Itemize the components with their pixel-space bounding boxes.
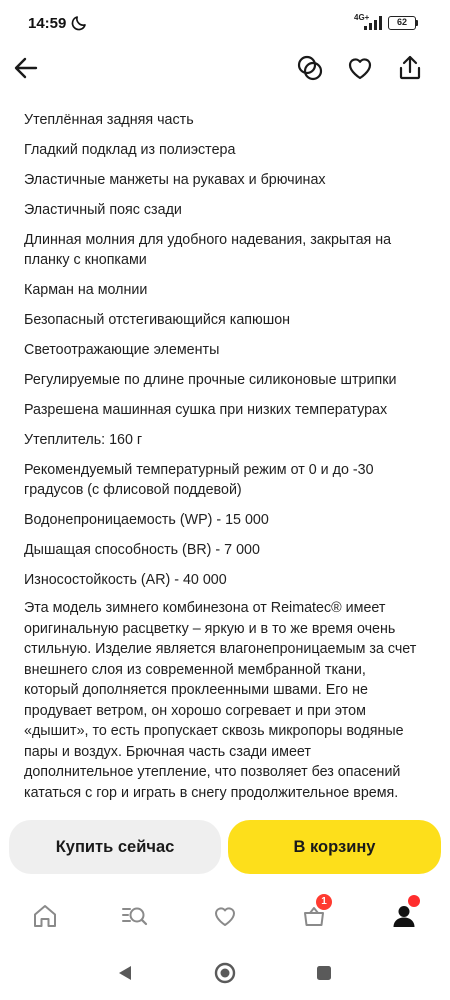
feature-item: Дышащая способность (BR) - 7 000 (24, 542, 260, 558)
triangle-back-icon (116, 964, 134, 982)
system-home-button[interactable] (214, 962, 236, 984)
feature-item: Утеплённая задняя часть (24, 112, 194, 128)
status-time: 14:59 (28, 15, 67, 32)
share-button[interactable] (394, 52, 426, 84)
bottom-navigation (0, 886, 450, 946)
top-app-bar (0, 48, 450, 92)
feature-item: Износостойкость (AR) - 40 000 (24, 572, 227, 588)
nav-favorites[interactable] (207, 898, 243, 934)
system-recents-button[interactable] (313, 962, 335, 984)
battery-icon: 62 (388, 16, 416, 30)
home-icon (31, 902, 59, 930)
product-description[interactable] (24, 110, 424, 812)
feature-item: Водонепроницаемость (WP) - 15 000 (24, 512, 269, 528)
buy-now-button[interactable]: Купить сейчас (9, 820, 221, 874)
nav-catalog[interactable] (116, 898, 152, 934)
nav-home[interactable] (27, 898, 63, 934)
back-arrow-icon (12, 54, 40, 82)
feature-item: Длинная молния для удобного надевания, закрытая на планку с кнопками (24, 232, 392, 268)
battery-tip (416, 20, 418, 26)
feature-list (24, 110, 424, 590)
feature-item: Карман на молнии (24, 282, 148, 298)
feature-item: Разрешена машинная сушка при низких температурах (24, 402, 388, 418)
feature-item: Рекомендуемый температурный режим от 0 и до -30 градусов (с флисовой поддевой) (24, 462, 374, 498)
back-button[interactable] (10, 52, 42, 84)
description-text: Эта модель зимнего комбинезона от Reimatec® имеет оригинальную расцветку – яркую и в то же время очень стильную. Изделие является влагонепроницаемым за счет внешнего слоя из современной мембранной ткани, который дополняется проклеенными швами. Его не продувает ветром, он хорошо согревает и при этом «дышит», то есть пропускает сквозь микропоры водяные пары и воздух. Брючная часть сзади имеет дополнительное утепление, что позволяет без опасений кататься с гор и играть в снегу продолжительное время. (24, 600, 417, 801)
compare-icon (296, 54, 324, 82)
cart-count-badge: 1 (316, 894, 332, 910)
purchase-action-bar (0, 814, 450, 880)
system-navigation-bar (0, 946, 450, 1000)
feature-item: Светоотражающие элементы (24, 342, 220, 358)
feature-item: Эластичные манжеты на рукавах и брючинах (24, 172, 326, 188)
favorite-button[interactable] (344, 52, 376, 84)
nav-profile[interactable] (386, 898, 422, 934)
feature-item: Эластичный пояс сзади (24, 202, 182, 218)
status-bar (0, 0, 450, 48)
share-icon (396, 54, 424, 82)
catalog-search-icon (120, 902, 148, 930)
nav-cart[interactable] (296, 898, 332, 934)
compare-button[interactable] (294, 52, 326, 84)
system-back-button[interactable] (114, 962, 136, 984)
circle-home-icon (214, 962, 236, 984)
heart-icon (346, 54, 374, 82)
add-to-cart-button[interactable]: В корзину (228, 820, 441, 874)
signal-icon (364, 16, 382, 30)
feature-item: Гладкий подклад из полиэстера (24, 142, 236, 158)
favorites-icon (211, 902, 239, 930)
profile-notification-dot (408, 895, 420, 907)
feature-item: Утеплитель: 160 г (24, 432, 143, 448)
square-recents-icon (315, 964, 333, 982)
moon-icon (70, 14, 88, 32)
feature-item: Регулируемые по длине прочные силиконовые штрипки (24, 372, 397, 388)
feature-item: Безопасный отстегивающийся капюшон (24, 312, 291, 328)
network-type: 4G+ (354, 13, 370, 22)
